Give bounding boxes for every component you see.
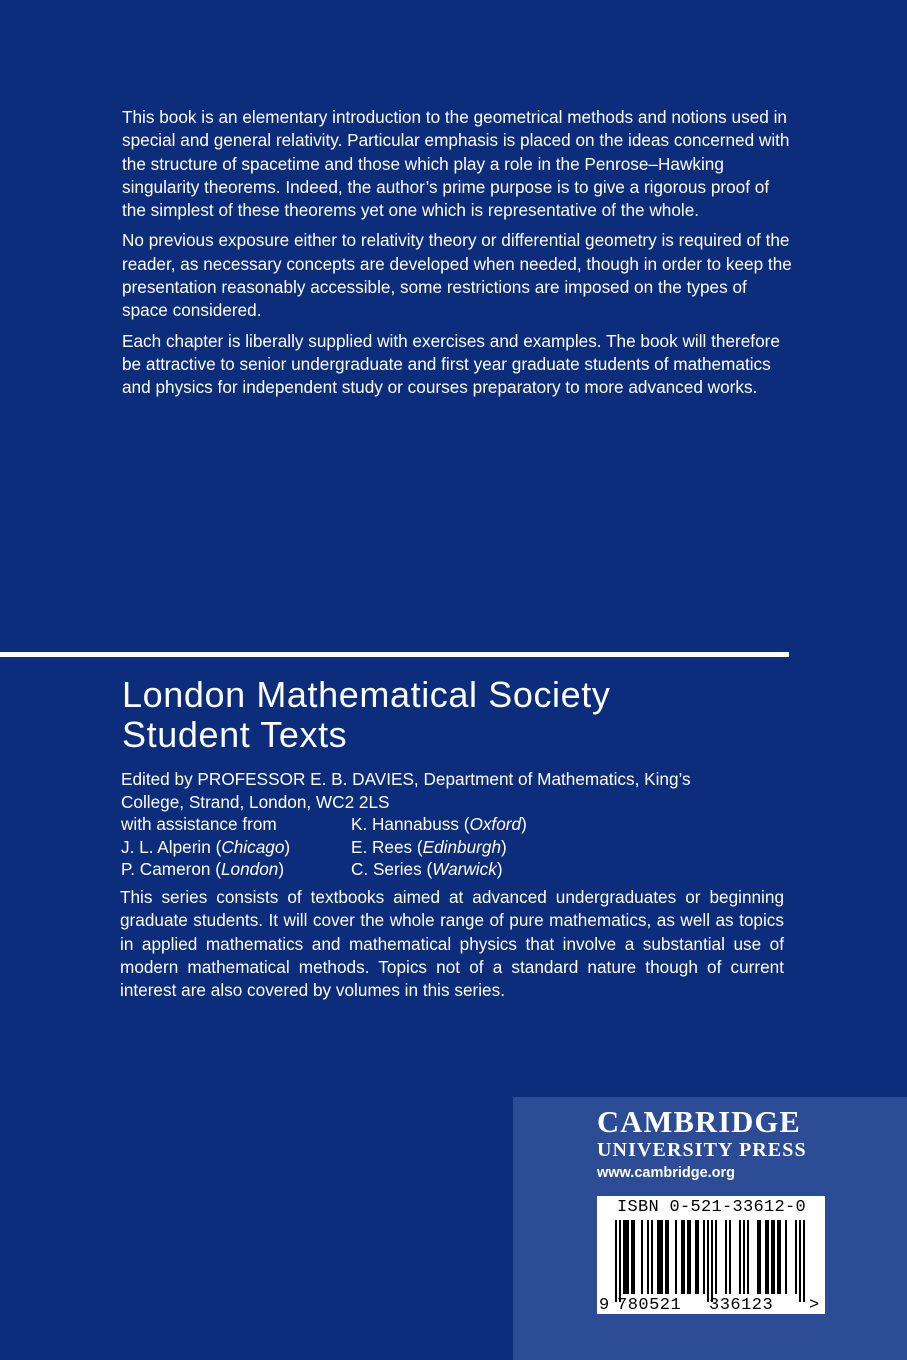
publisher-logo-name: CAMBRIDGE <box>597 1105 801 1139</box>
publisher-logo-press: UNIVERSITY PRESS <box>597 1139 807 1161</box>
barcode-bar <box>765 1220 767 1294</box>
barcode-bar <box>711 1220 713 1302</box>
barcode-bar <box>697 1220 699 1294</box>
barcode-bar <box>803 1220 805 1302</box>
editor-line-1 <box>121 768 793 791</box>
editor-address: College, Strand, London, WC2 2LS <box>121 791 390 812</box>
description-paragraph-3: Each chapter is liberally supplied with exercises and examples. The book will therefore be attractive to senior undergraduate and first year graduate students of mathematics and physics for independent study or courses preparatory to more advanced works. <box>122 330 780 398</box>
editorial-board <box>121 768 793 881</box>
isbn-label: ISBN 0-521-33612-0 <box>617 1198 807 1217</box>
barcode-bar <box>725 1220 727 1294</box>
publisher-url: www.cambridge.org <box>597 1165 736 1181</box>
book-description <box>122 106 794 407</box>
divider-rule <box>0 652 789 657</box>
barcode-bar <box>665 1220 667 1294</box>
barcode-bar <box>795 1220 797 1294</box>
barcode-bar <box>633 1220 635 1294</box>
advisor-rees: E. Rees (Edinburgh) <box>351 836 507 857</box>
barcode-bar <box>767 1220 769 1294</box>
barcode-bar <box>619 1220 621 1302</box>
barcode-bar <box>623 1220 625 1294</box>
barcode-bar <box>651 1220 653 1294</box>
barcode-bar <box>681 1220 683 1294</box>
barcode-bar <box>739 1220 741 1294</box>
series-title-line-2: Student Texts <box>122 714 348 755</box>
editor-line-2 <box>121 791 793 814</box>
barcode <box>597 1196 825 1314</box>
barcode-bar <box>771 1220 773 1294</box>
barcode-bar <box>743 1220 745 1294</box>
advisor-row-1 <box>121 813 793 836</box>
publisher-panel <box>513 1097 907 1360</box>
barcode-lead-digit: 9 <box>599 1296 610 1314</box>
editor-text: Edited by PROFESSOR E. B. DAVIES, Department of Mathematics, King’s <box>121 769 691 789</box>
advisor-cameron: P. Cameron (London) <box>121 859 285 879</box>
barcode-bar <box>695 1220 697 1294</box>
advisor-alperin: J. L. Alperin (Chicago) <box>121 836 291 857</box>
barcode-bar <box>785 1220 787 1294</box>
series-title <box>122 675 802 755</box>
assistance-label: with assistance from <box>121 814 277 834</box>
barcode-right-digits: 336123 <box>709 1296 774 1314</box>
barcode-quiet-mark: > <box>809 1296 820 1314</box>
advisor-series: C. Series (Warwick) <box>351 859 503 879</box>
advisor-hannabuss: K. Hannabuss (Oxford) <box>351 814 527 834</box>
barcode-bar <box>615 1220 617 1302</box>
barcode-bar <box>675 1220 677 1294</box>
barcode-bar <box>687 1220 689 1294</box>
barcode-bar <box>773 1220 775 1294</box>
barcode-bar <box>707 1220 709 1302</box>
barcode-bar <box>715 1220 717 1294</box>
advisor-row-3 <box>121 858 793 881</box>
barcode-left-digits: 780521 <box>617 1296 682 1314</box>
barcode-bar <box>779 1220 781 1294</box>
barcode-bar <box>625 1220 627 1294</box>
barcode-bar <box>659 1220 661 1294</box>
isbn-barcode-box <box>597 1196 825 1314</box>
barcode-bar <box>689 1220 691 1294</box>
series-description: This series consists of textbooks aimed at advanced undergraduates or beginning graduate students. It will cover the whole range of pure mathematics, as well as topics in applied mathematics and mathematical physics that involve a substantial use of modern mathematical methods. Topics not of a standard nature though of current interest are also covered by volumes in this series. <box>120 887 784 1001</box>
barcode-bar <box>777 1220 779 1294</box>
barcode-bar <box>647 1220 649 1294</box>
barcode-bar <box>799 1220 801 1302</box>
barcode-bar <box>657 1220 659 1294</box>
description-paragraph-2: No previous exposure either to relativity theory or differential geometry is required of the reader, as necessary concepts are developed when needed, though in order to keep the presentation reasonably accessible, some restrictions are imposed on the types of space considered. <box>122 230 792 321</box>
series-title-line-1: London Mathematical Society <box>122 674 611 715</box>
description-paragraph-1: This book is an elementary introduction to the geometrical methods and notions used in special and general relativity. Particular emphasis is placed on the ideas concerned with the structure of spacetime and those which play a role in the Penrose–Hawking singularity theorems. Indeed, the author’s prime purpose is to give a rigorous proof of the simplest of these theorems yet one which is representative of the whole. <box>122 107 790 221</box>
barcode-bar <box>757 1220 759 1294</box>
barcode-bar <box>683 1220 685 1294</box>
barcode-bar <box>627 1220 629 1294</box>
barcode-bar <box>631 1220 633 1294</box>
barcode-bar <box>747 1220 749 1294</box>
barcode-bar <box>661 1220 663 1294</box>
barcode-bar <box>667 1220 669 1294</box>
barcode-bar <box>759 1220 761 1294</box>
advisor-row-2 <box>121 836 793 859</box>
barcode-bar <box>641 1220 643 1294</box>
barcode-bar <box>703 1220 705 1294</box>
barcode-bar <box>729 1220 731 1294</box>
